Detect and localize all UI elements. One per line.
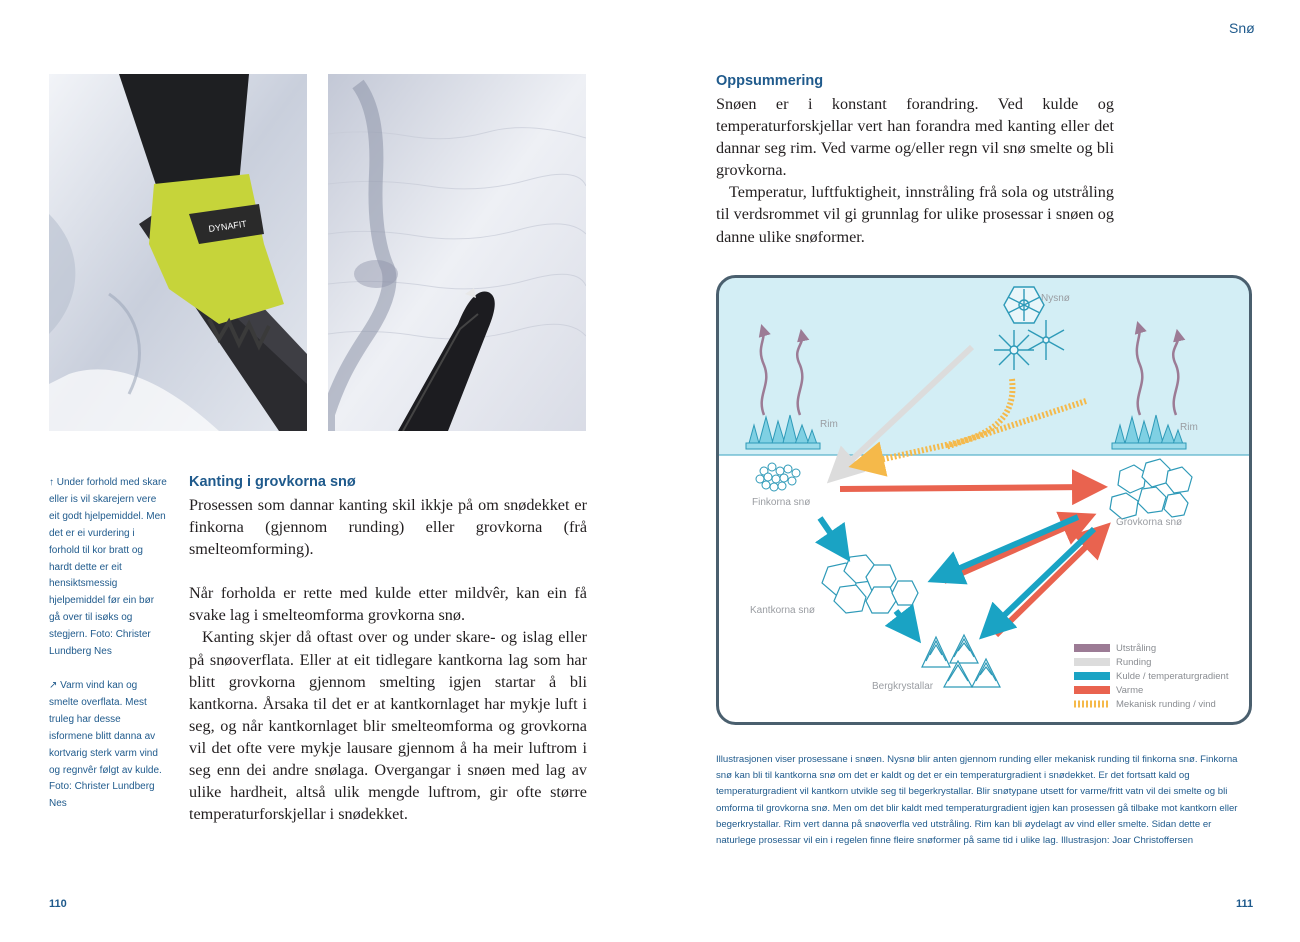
photo-side-caption (49, 475, 167, 813)
left-body-text (189, 494, 587, 825)
photo-ski-shadow (328, 74, 586, 431)
binding-brand-text: DYNAFIT (207, 218, 248, 234)
faceted-snow-icon (822, 555, 918, 613)
right-paragraph-2: Temperatur, luftfuktigheit, innstråling frå sola og utstråling til verdsrommet vil gi grunnlag for ulike prosessar i snøen og danne ulike snøformer. (716, 183, 1114, 246)
coarse-grain-snow-icon (1110, 459, 1192, 519)
label-rim-left: Rim (820, 419, 838, 430)
arrow-kulde-kant-berg (896, 611, 910, 629)
label-rim-right: Rim (1180, 422, 1198, 433)
arrow-kulde-fin-kant (820, 518, 840, 547)
section-heading-kanting: Kanting i grovkorna snø (189, 474, 356, 490)
legend-swatch-runding (1074, 658, 1110, 666)
section-heading-oppsummering: Oppsummering (716, 73, 824, 89)
legend-swatch-varme (1074, 686, 1110, 694)
figure-caption: Illustrasjonen viser prosessane i snøen. Nysnø blir anten gjennom runding eller mekanisk runding til finkorna snø. Finkorna snø kan bli til kantkorna snø om det er kaldt og det er ein temperaturgradient i snødekket. Er det fortsatt kald og temperaturgradient vil kantkorn utvikle seg til begerkrystallar. Blir snøtypane utsett for varme/fritt vatn vil dei smelte og bli omforma til grovkorna snø. Men om det blir kaldt med temperaturgradient igjen kan prosessen gå tilbake mot kantkorn eller begerkrystallar. Rim vert danna på snøoverfla ved utstråling. Rim kan bli øydelagt av vind eller smelte. Sidan dette er naturlege prosessar vil ein i regelen finne fleire snøformer på same tid i ulike lag. Illustrasjon: Joar Christoffersen (716, 754, 1238, 847)
right-paragraph-1: Snøen er i konstant forandring. Ved kulde og temperaturforskjellar vert han forandra med kanting eller det dannar seg rim. Ved varme og/eller regn vil snø smelte og bli grovkorna. (716, 95, 1114, 180)
label-nysno: Nysnø (1041, 293, 1070, 304)
page-number-left: 110 (49, 898, 67, 910)
fine-grain-snow-icon (756, 463, 800, 491)
photo-boot-crampon (49, 74, 307, 431)
legend-swatch-kulde (1074, 672, 1110, 680)
sky-area (716, 275, 1252, 455)
label-bergkrystallar: Bergkrystallar (872, 681, 934, 692)
label-kantkorna: Kantkorna snø (750, 605, 816, 616)
caption-paragraph-1: ↑ Under forhold med skare eller is vil skarejern vere eit godt hjelpemiddel. Men det er ei vurdering i forhold til kor bratt og hardt dette er eit hensiktsmessig hjelpemiddel før ein bør gå over til isøks og stegjern. Foto: Christer Lundberg Nes (49, 477, 167, 658)
snow-process-diagram (716, 275, 1252, 725)
legend-label-utstraling: Utstråling (1116, 643, 1157, 654)
legend-swatch-utstraling (1074, 644, 1110, 652)
label-finkorna: Finkorna snø (752, 497, 811, 508)
left-paragraph-2: Når forholda er rette med kulde etter mildvêr, kan ein få svake lag i smelteomforma grovkorna snø. (189, 584, 587, 625)
running-head: Snø (1229, 20, 1255, 36)
legend-label-mekanisk: Mekanisk runding / vind (1116, 699, 1216, 710)
left-paragraph-1: Prosessen som dannar kanting skil ikkje på om snødekket er finkorna (gjennom runding) eller grovkorna (frå smelteomforming). (189, 496, 587, 559)
legend-label-kulde: Kulde / temperaturgradient (1116, 671, 1229, 682)
diagram-legend (1074, 643, 1229, 710)
arrow-varme-fin-grov (840, 487, 1090, 489)
right-body-text (716, 93, 1114, 248)
caption-paragraph-2: ↗ Varm vind kan og smelte overflata. Mest truleg har desse isformene blitt danna av kortvarig sterk varm vind og regnvêr følgt av kulde. Foto: Christer Lundberg Nes (49, 679, 162, 810)
legend-label-varme: Varme (1116, 685, 1144, 696)
legend-label-runding: Runding (1116, 657, 1152, 668)
left-paragraph-3: Kanting skjer då oftast over og under skare- og islag eller på snøoverflata. Eller at eit tidlegare kantkorna lag som har blitt grovkorna gjennom smelting igjen startar å bli kantkorna. Årsaka til det er at kantkornlaget har mykje luft i seg, og når kantkornlaget blir smelteomforma og grovkorna vil det ofte vere mykje lausare gjennom å ha meir luftrom i seg enn dei andre snølaga. Overgangar i snøen med lag av ulike hardheit, altså ulik mengde luftrom, gir ofte større temperaturforskjellar i snødekket. (189, 628, 587, 824)
label-grovkorna: Grovkorna snø (1116, 517, 1183, 528)
arrow-kulde-grov-berg (992, 529, 1094, 627)
page-number-right: 111 (1236, 898, 1254, 910)
depth-hoar-icon (922, 635, 1000, 687)
